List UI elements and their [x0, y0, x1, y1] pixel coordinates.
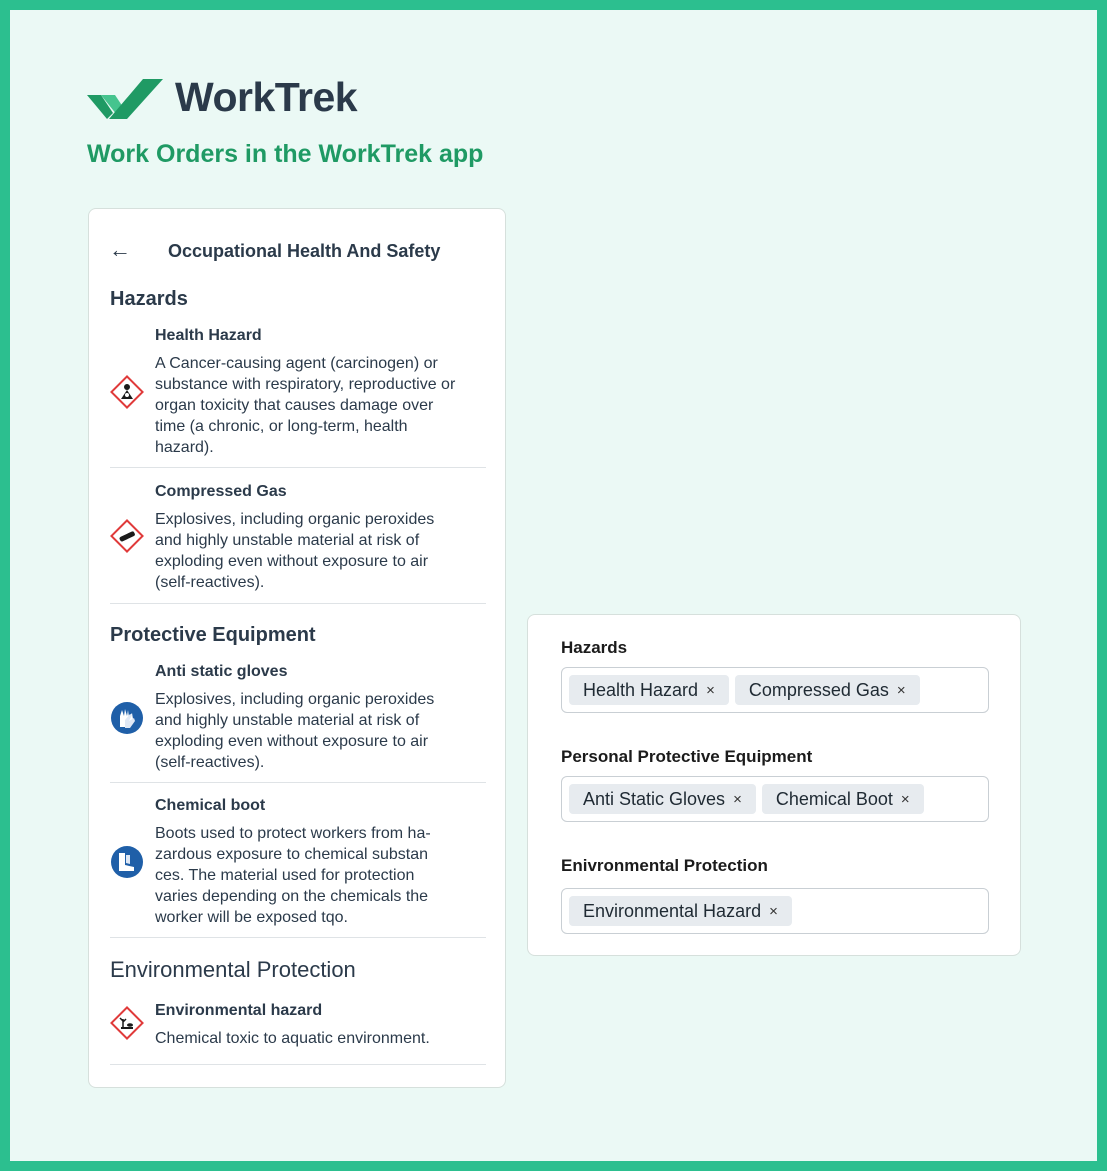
section-title-hazards: Hazards [110, 288, 188, 310]
item-description: Chemical toxic to aquatic environment. [155, 1030, 430, 1047]
list-item[interactable] [110, 327, 486, 457]
gloves-icon [110, 701, 144, 735]
environmental-protection-label: Enivronmental Protection [561, 856, 768, 875]
worktrek-logo-icon [87, 75, 167, 121]
panel-header [109, 239, 489, 263]
chip-compressed-gas: Compressed Gas × [735, 675, 920, 705]
item-name: Environmental hazard [155, 1002, 323, 1019]
remove-chip-icon[interactable]: × [900, 790, 910, 808]
panel-title: Occupational Health And Safety [168, 241, 441, 261]
divider [110, 603, 486, 604]
logo [87, 74, 357, 121]
environmental-hazard-icon [110, 1006, 144, 1040]
item-description: Explosives, including organic peroxides and highly unstable material at risk of exploding even without exposure to air (self-reactives). [155, 691, 435, 771]
chip-health-hazard: Health Hazard × [569, 675, 729, 705]
list-item[interactable] [110, 1002, 486, 1052]
item-name: Health Hazard [155, 327, 262, 344]
section-title-environmental-protection: Environmental Protection [110, 957, 356, 982]
list-item[interactable] [110, 483, 486, 593]
chip-chemical-boot: Chemical Boot × [762, 784, 924, 814]
item-name: Chemical boot [155, 797, 266, 814]
compressed-gas-icon [110, 519, 144, 553]
item-description: A Cancer-causing agent (carcinogen) or substance with respiratory, reproductive or organ toxicity that causes damage over time (a chronic, or long-term, health hazard). [155, 355, 456, 456]
divider [110, 467, 486, 468]
list-item[interactable] [110, 797, 486, 927]
selection-form [527, 614, 1021, 956]
ppe-multiselect[interactable] [561, 776, 989, 822]
divider [110, 1064, 486, 1065]
page-frame [10, 10, 1097, 1161]
environmental-protection-multiselect[interactable] [561, 888, 989, 934]
brand-name: WorkTrek [175, 74, 358, 120]
oh-and-s-panel [88, 208, 506, 1088]
hazards-multiselect[interactable] [561, 667, 989, 713]
section-title-protective-equipment: Protective Equipment [110, 624, 316, 646]
boot-icon [110, 845, 144, 879]
arrow-left-icon[interactable]: ← [109, 237, 131, 262]
item-name: Anti static gloves [155, 663, 288, 680]
item-description: Boots used to protect workers from ha- zardous exposure to chemical substan ces. The material used for protection varies depending on the chemicals the worker will be exposed tqo. [155, 825, 431, 926]
divider [110, 782, 486, 783]
remove-chip-icon[interactable]: × [733, 790, 742, 808]
page-subtitle: Work Orders in the WorkTrek app [87, 140, 484, 168]
remove-chip-icon[interactable]: × [769, 902, 778, 920]
hazards-label: Hazards [561, 638, 628, 657]
remove-chip-icon[interactable]: × [706, 681, 715, 699]
remove-chip-icon[interactable]: × [896, 681, 906, 699]
ppe-label: Personal Protective Equipment [561, 747, 813, 766]
chip-anti-static-gloves: Anti Static Gloves × [569, 784, 756, 814]
list-item[interactable] [110, 663, 486, 773]
item-description: Explosives, including organic peroxides and highly unstable material at risk of exploding even without exposure to air (self-reactives). [155, 511, 435, 591]
chip-environmental-hazard: Environmental Hazard × [569, 896, 792, 926]
health-hazard-icon [110, 375, 144, 409]
divider [110, 937, 486, 938]
item-name: Compressed Gas [155, 483, 287, 500]
